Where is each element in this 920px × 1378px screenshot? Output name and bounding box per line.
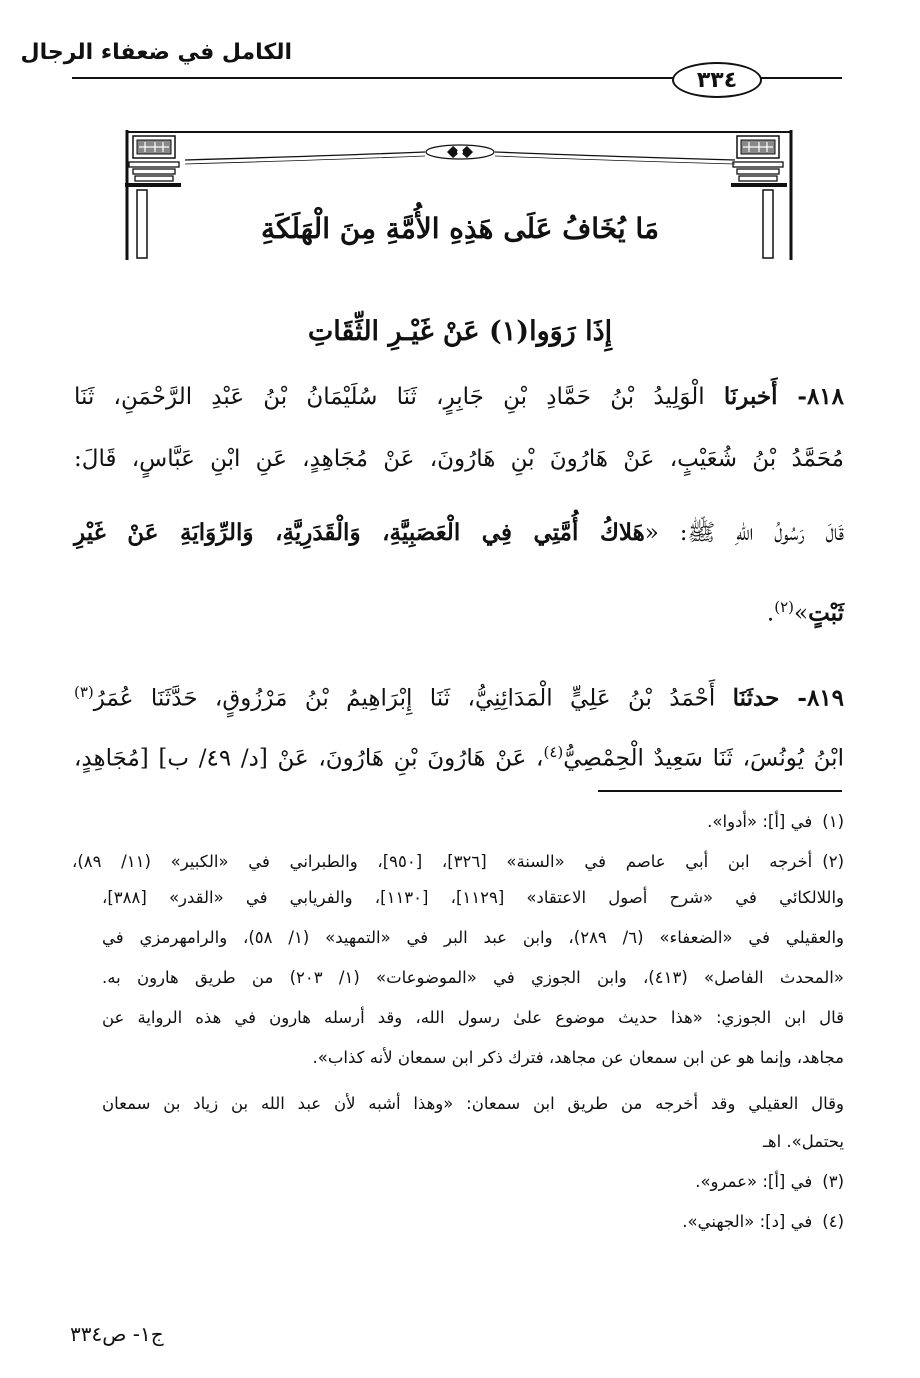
hadith-818-line-1: [74, 380, 844, 414]
footnote-2-line-6: مجاهد، وإنما هو عن ابن سمعان عن مجاهد، فترك ذكر ابن سمعان لأنه كذاب».: [312, 1048, 844, 1067]
hadith-819-number: ٨١٩- حدثَنَا: [732, 684, 845, 712]
footnote-1-text: في [أ]: «أدوا».: [707, 812, 813, 831]
hadith-818-chain-1: الْوَلِيدُ بْنُ حَمَّادِ بْنِ جَابِرٍ، ثَنَا سُلَيْمَانُ بْنُ عَبْدِ الرَّحْمَنِ، ثَنَا: [74, 384, 724, 410]
hadith-818-line-2: مُحَمَّدُ بْنُ شُعَيْبٍ، عَنْ هَارُونَ بْنِ هَارُونَ، عَنْ مُجَاهِدٍ، عَنِ ابْنِ عَبَّاسٍ، قَالَ:: [74, 446, 844, 472]
book-title: الكامل في ضعفاء الرجال: [20, 40, 292, 65]
footnote-2-line-2: واللالكائي في «شرح أصول الاعتقاد» [١١٢٩]، [١١٣٠]، والفريابي في «القدر» [٣٨٨]،: [102, 888, 845, 907]
footnote-2-line-7: وقال العقيلي وقد أخرجه من طريق ابن سمعان: «وهذا أشبه لأن عبد الله بن زياد بن سمعان: [102, 1094, 844, 1113]
footnote-2-line-3: والعقيلي في «الضعفاء» (٦/ ٢٨٩)، وابن عبد البر في «التمهيد» (١/ ٥٨)، والرامهرمزي في: [102, 928, 844, 947]
hadith-819-line-2: [74, 735, 844, 776]
hadith-819-chain-3: ، عَنْ هَارُونَ بْنِ هَارُونَ، عَنْ [د/ ٤٩/ ب] [مُجَاهِدٍ،: [74, 745, 544, 772]
footnote-2-line-1: [72, 848, 844, 876]
chapter-title: مَا يُخَافُ عَلَى هَذِهِ الأُمَّةِ مِنَ الْهَلَكَةِ: [261, 212, 659, 245]
hadith-819-chain-2: ابْنُ يُونُسَ، ثَنَا سَعِيدٌ الْحِمْصِيُّ: [563, 745, 844, 772]
hadith-818-line-4: [74, 590, 844, 631]
footnote-ref-4: (٤): [543, 743, 564, 761]
footnote-1-number: (١): [822, 812, 844, 831]
hadith-818-number: ٨١٨- أَخبرنَا: [723, 383, 845, 410]
footnote-1: [72, 808, 844, 836]
hadith-819-chain-1: أَحْمَدُ بْنُ عَلِيٍّ الْمَدَائِنِيُّ، ثَنَا إِبْرَاهِيمُ بْنُ مَرْزُوقٍ، حَدَّثَنَا عُمَرُ: [93, 685, 733, 712]
footnote-2-line-8: يحتمل». اهـ: [763, 1132, 844, 1151]
right-pillar-ornament: [731, 130, 791, 260]
footnote-2-line-5: قال ابن الجوزي: «هذا حديث موضوع علىٰ رسول الله، وقد أرسله هارون في هذه الرواية عن: [102, 1008, 844, 1027]
hadith-818-line-3: [74, 516, 844, 550]
footnote-4-number: (٤): [822, 1212, 844, 1231]
footnote-ref-2: (٢): [774, 598, 794, 616]
top-swag-ornament: [127, 132, 791, 164]
hadith-818-end: .: [766, 600, 775, 627]
hadith-818-matn-end: ثَبْتٍ: [808, 599, 844, 627]
footnote-2-text-1: أخرجه ابن أبي عاصم في «السنة» [٣٢٦]، [٩٥٠]، والطبراني في «الكبير» (١١/ ٨٩)،: [72, 852, 813, 871]
section-title: إِذَا رَوَوا(١) عَنْ غَيْـرِ الثِّقَاتِ: [307, 316, 613, 347]
page-number: ٣٣٤: [672, 62, 762, 98]
footnote-3: [72, 1168, 844, 1196]
footnote-ref-3: (٣): [74, 683, 94, 701]
hadith-818-matn: هَلاكُ أُمَّتِي فِي الْعَصَبِيَّةِ، وَالْقَدَرِيَّةِ، وَالرِّوَايَةِ عَنْ غَيْرِ: [74, 519, 645, 546]
footnote-separator: [598, 790, 842, 792]
footnote-2-line-4: «المحدث الفاصل» (٤١٣)، وابن الجوزي في «الموضوعات» (١/ ٢٠٣) من طريق هارون به.: [102, 968, 844, 987]
footnote-3-number: (٣): [822, 1172, 844, 1191]
hadith-819-line-1: [74, 675, 844, 716]
footnote-3-text: في [أ]: «عمرو».: [695, 1172, 813, 1191]
hadith-818-close-quote: »: [793, 600, 809, 627]
footnote-2-number: (٢): [822, 852, 844, 871]
footnote-4: [72, 1208, 844, 1236]
hadith-818-attribution: قَالَ رَسُولُ اللهِ ﷺ: «: [644, 520, 844, 546]
left-pillar-ornament: [125, 130, 181, 260]
footnote-4-text: في [د]: «الجهني».: [682, 1212, 813, 1231]
volume-page-reference: ج١- ص٣٣٤: [70, 1322, 164, 1346]
